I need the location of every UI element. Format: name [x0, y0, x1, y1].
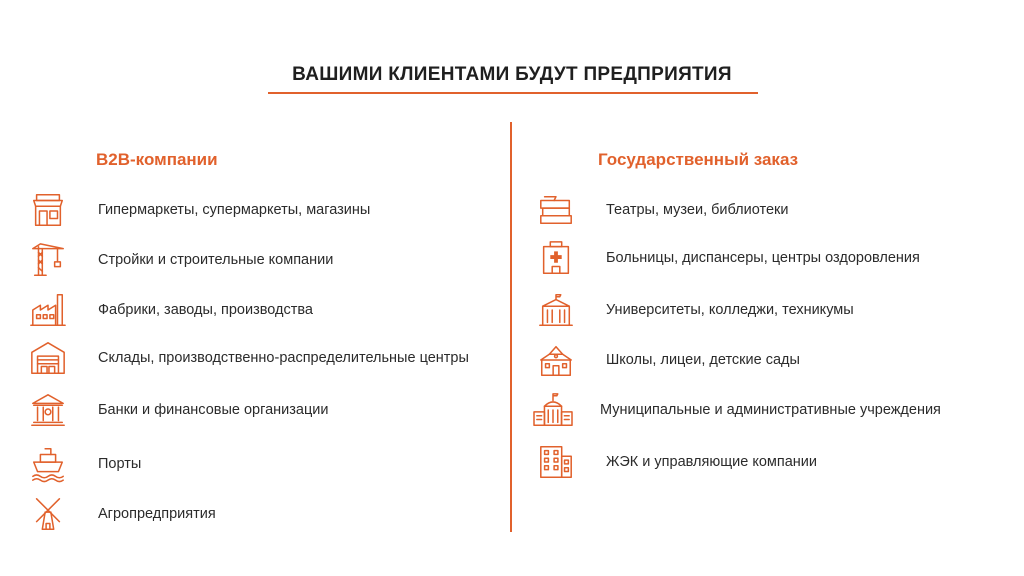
- list-item: [536, 190, 788, 230]
- column-divider: [510, 122, 512, 532]
- list-item: [28, 290, 313, 330]
- right-column-heading: Государственный заказ: [598, 150, 799, 169]
- windmill-icon: [28, 494, 68, 534]
- list-item-label: ЖЭК и управляющие компании: [606, 454, 817, 470]
- hospital-icon: [536, 238, 576, 278]
- title-underline: [268, 92, 758, 94]
- list-item: [28, 444, 141, 484]
- page-title: ВАШИМИ КЛИЕНТАМИ БУДУТ ПРЕДПРИЯТИЯ: [292, 64, 732, 85]
- list-item-label: Школы, лицеи, детские сады: [606, 352, 800, 368]
- factory-icon: [28, 290, 68, 330]
- list-item-label: Университеты, колледжи, техникумы: [606, 302, 854, 318]
- government-building-icon: [530, 390, 576, 430]
- list-item: [536, 290, 854, 330]
- list-item-label: Порты: [98, 456, 142, 472]
- apartment-building-icon: [536, 442, 576, 482]
- list-item-label: Фабрики, заводы, производства: [98, 302, 313, 318]
- list-item-label: Склады, производственно-распределительные центры: [98, 350, 469, 366]
- crane-icon: [28, 240, 68, 280]
- list-item-label: Стройки и строительные компании: [98, 252, 334, 268]
- list-item-label: Больницы, диспансеры, центры оздоровления: [606, 250, 920, 266]
- bank-icon: [28, 390, 68, 430]
- store-icon: [28, 190, 68, 230]
- list-item: [536, 442, 817, 482]
- list-item: [28, 390, 328, 430]
- list-item: [28, 190, 370, 230]
- list-item-label: Агропредприятия: [98, 506, 216, 522]
- books-icon: [536, 190, 576, 230]
- list-item: [28, 494, 216, 534]
- list-item-label: Муниципальные и административные учреждения: [600, 402, 941, 418]
- list-item: [28, 240, 333, 280]
- ship-icon: [28, 444, 68, 484]
- list-item-label: Театры, музеи, библиотеки: [606, 202, 789, 218]
- list-item-label: Банки и финансовые организации: [98, 402, 329, 418]
- left-column-heading: B2B-компании: [96, 150, 218, 169]
- list-item: [536, 340, 800, 380]
- school-icon: [536, 340, 576, 380]
- list-item: [536, 238, 920, 278]
- university-icon: [536, 290, 576, 330]
- list-item: [530, 390, 941, 430]
- list-item: [28, 338, 469, 378]
- warehouse-icon: [28, 338, 68, 378]
- list-item-label: Гипермаркеты, супермаркеты, магазины: [98, 202, 371, 218]
